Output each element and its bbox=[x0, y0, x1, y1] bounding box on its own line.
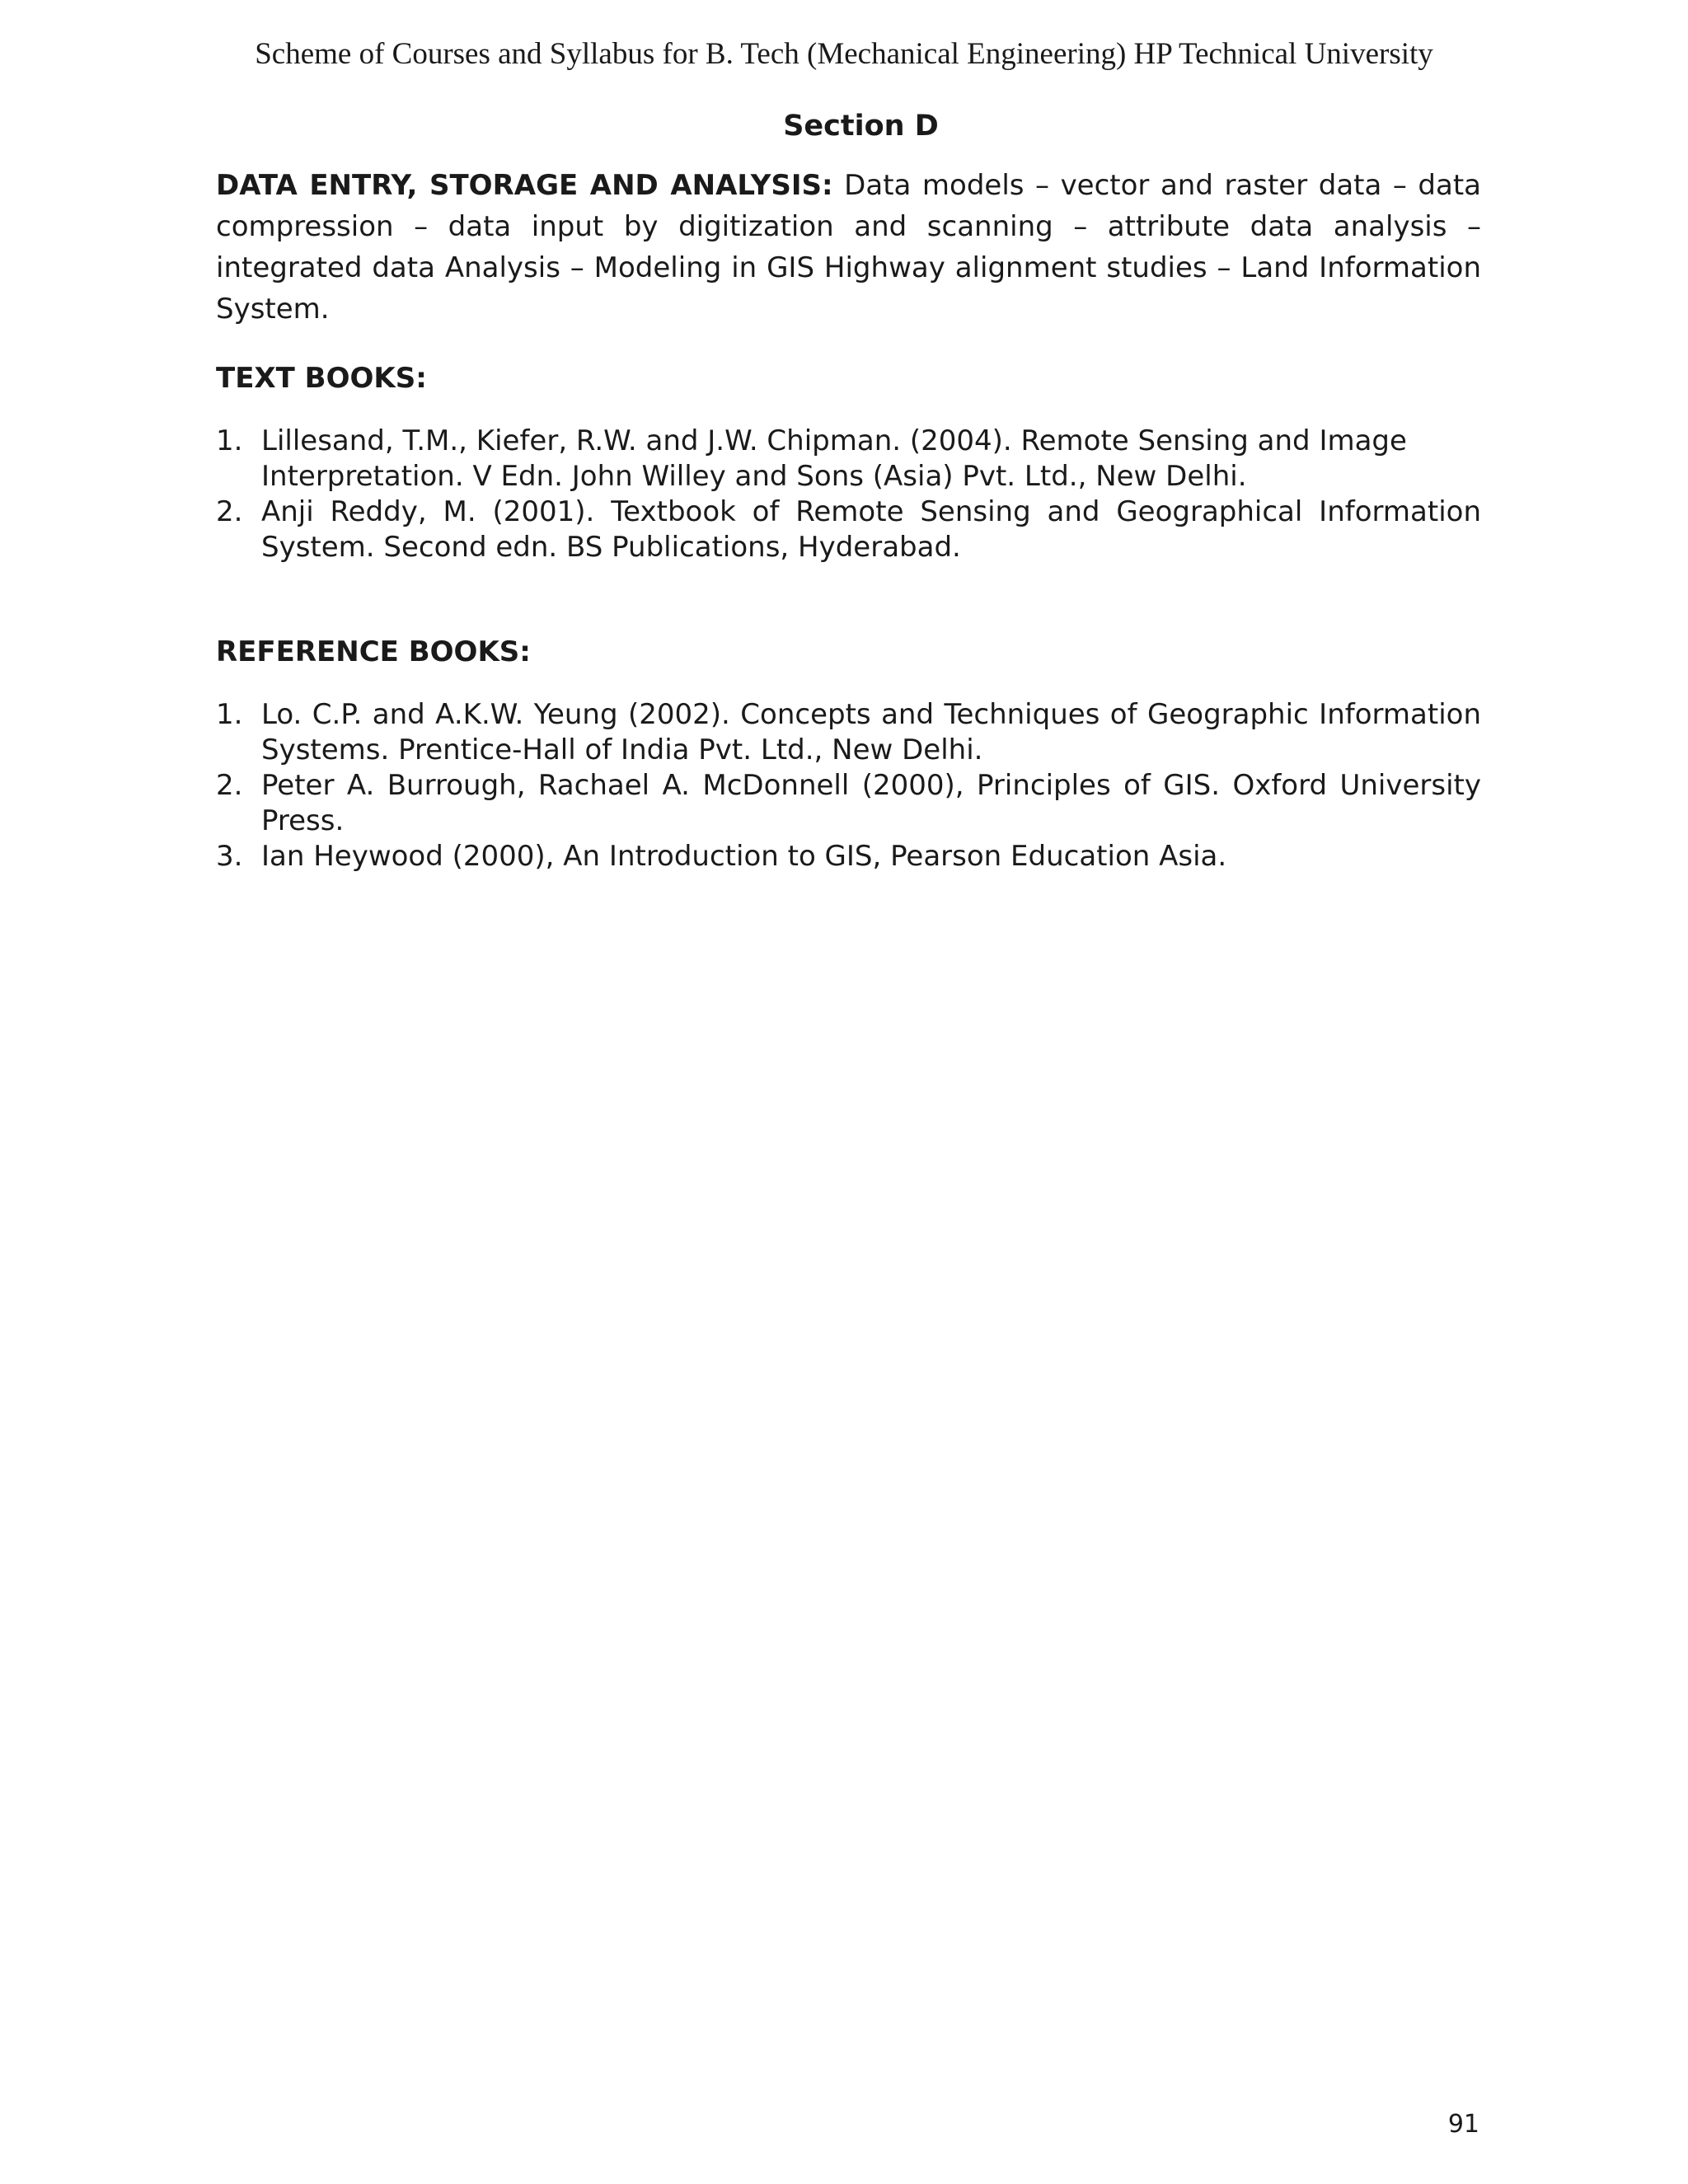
section-paragraph bbox=[216, 165, 1481, 330]
page-content bbox=[216, 105, 1481, 874]
page-number: 91 bbox=[1447, 2110, 1479, 2139]
list-item-number: 3. bbox=[216, 840, 243, 873]
list-item-number: 1. bbox=[216, 698, 243, 731]
section-title: Section D bbox=[783, 110, 939, 143]
list-item bbox=[216, 494, 1481, 565]
list-item bbox=[216, 839, 1481, 874]
list-item bbox=[216, 424, 1481, 494]
running-header: Scheme of Courses and Syllabus for B. Tech (Mechanical Engineering) HP Technical University bbox=[255, 37, 1433, 71]
paragraph-lead: DATA ENTRY, STORAGE AND ANALYSIS: bbox=[216, 169, 833, 202]
list-item-number: 2. bbox=[216, 495, 243, 528]
list-item-number: 2. bbox=[216, 769, 243, 802]
list-item-text: Peter A. Burrough, Rachael A. McDonnell (2000), Principles of GIS. Oxford University Press. bbox=[261, 769, 1481, 837]
reference-books-heading: REFERENCE BOOKS: bbox=[216, 635, 531, 668]
list-item bbox=[216, 768, 1481, 839]
reference-books-list bbox=[216, 697, 1481, 874]
paragraph-body: Data models – vector and raster data – data compression – data input by digitization and scanning – attribute data analysis – integrated data Analysis – Modeling in GIS Highway alignment studies – Land Information System. bbox=[216, 169, 1481, 326]
list-item-text: Ian Heywood (2000), An Introduction to GIS, Pearson Education Asia. bbox=[261, 840, 1227, 873]
text-books-list bbox=[216, 424, 1481, 565]
list-item-text: Anji Reddy, M. (2001). Textbook of Remote Sensing and Geographical Information System. Second edn. BS Publications, Hyderabad. bbox=[261, 495, 1481, 564]
list-item-text: Lo. C.P. and A.K.W. Yeung (2002). Concepts and Techniques of Geographic Information Systems. Prentice-Hall of India Pvt. Ltd., New Delhi. bbox=[261, 698, 1481, 766]
list-item-number: 1. bbox=[216, 424, 243, 457]
text-books-heading: TEXT BOOKS: bbox=[216, 362, 427, 395]
list-item bbox=[216, 697, 1481, 768]
list-item-text: Lillesand, T.M., Kiefer, R.W. and J.W. Chipman. (2004). Remote Sensing and Image Interpretation. V Edn. John Willey and Sons (Asia) Pvt. Ltd., New Delhi. bbox=[261, 424, 1407, 493]
